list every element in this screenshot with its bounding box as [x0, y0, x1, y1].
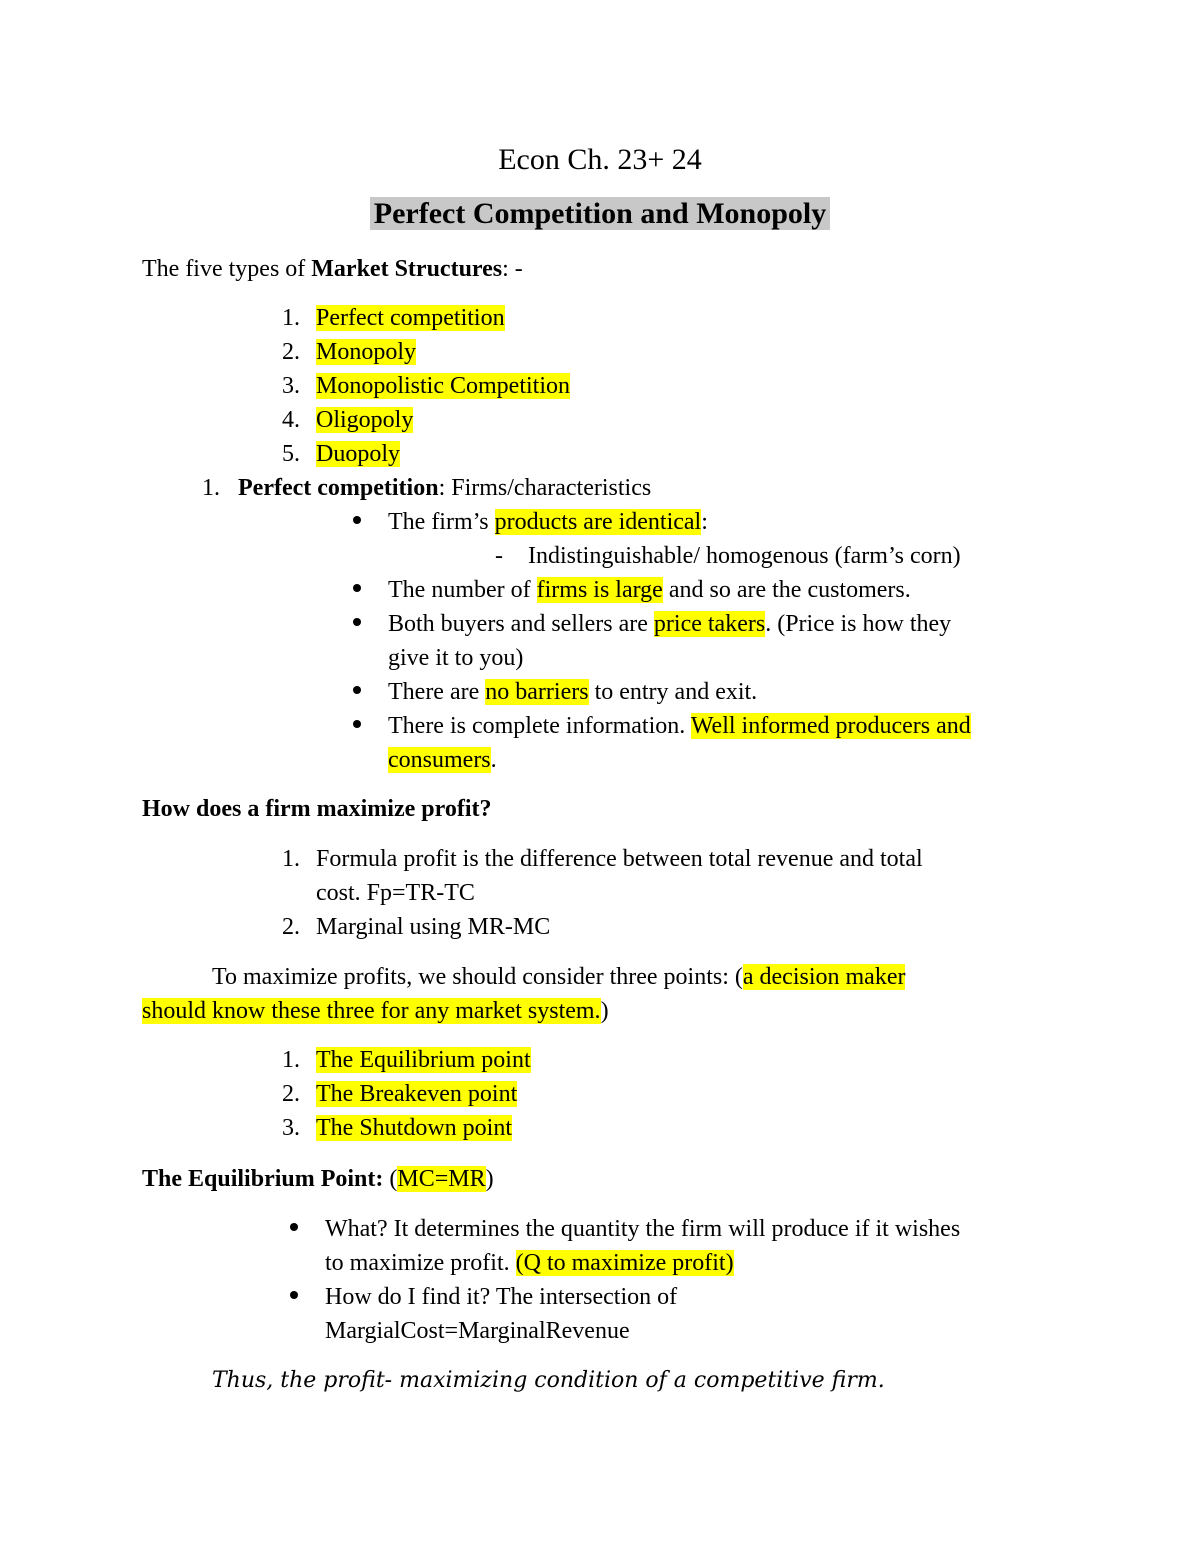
list-item: Formula profit is the difference between total revenue and total — [316, 846, 923, 872]
market-structures-term: Market Structures — [311, 256, 503, 282]
list-item: Duopoly — [316, 441, 400, 467]
list-item-number: 3. — [282, 1115, 300, 1141]
document-title: Econ Ch. 23+ 24 — [498, 143, 702, 176]
bullet-item: The number of firms is large and so are the customers. — [388, 577, 911, 603]
list-item: Monopoly — [316, 339, 417, 365]
list-item-number: 2. — [282, 914, 300, 940]
list-item: Monopolistic Competition — [316, 373, 571, 399]
section-number: 1. — [202, 475, 220, 501]
bullet-icon — [290, 1223, 298, 1231]
bullet-icon — [353, 584, 361, 592]
bullet-item: Both buyers and sellers are price takers. (Price is how they — [388, 611, 952, 637]
conclusion-text: Thus, the profit- maximizing condition of a competitive firm. — [212, 1368, 885, 1393]
list-item-number: 1. — [282, 1047, 300, 1073]
bullet-icon — [290, 1291, 298, 1299]
bullet-item: There are no barriers to entry and exit. — [388, 679, 758, 705]
list-item-number: 3. — [282, 373, 300, 399]
bullet-item-continuation: MargialCost=MarginalRevenue — [325, 1318, 630, 1344]
list-item: Perfect competition — [316, 305, 505, 331]
bullet-item-continuation: give it to you) — [388, 645, 524, 671]
bullet-item-continuation: to maximize profit. (Q to maximize profit) — [325, 1250, 734, 1276]
list-item: The Breakeven point — [316, 1081, 518, 1107]
bullet-icon — [353, 720, 361, 728]
list-item-number: 1. — [282, 846, 300, 872]
profit-heading: How does a firm maximize profit? — [142, 796, 492, 822]
list-item-continuation: cost. Fp=TR-TC — [316, 880, 475, 906]
sub-bullet-item: Indistinguishable/ homogenous (farm’s corn) — [528, 543, 961, 569]
bullet-item: There is complete information. Well informed producers and — [388, 713, 971, 739]
paragraph-line: To maximize profits, we should consider three points: (a decision maker — [212, 964, 906, 990]
bullet-item: The firm’s products are identical: — [388, 509, 708, 535]
list-item: Oligopoly — [316, 407, 414, 433]
list-item: Marginal using MR-MC — [316, 914, 551, 940]
bullet-item: What? It determines the quantity the firm will produce if it wishes — [325, 1216, 961, 1242]
list-item: The Shutdown point — [316, 1115, 512, 1141]
bullet-icon — [353, 618, 361, 626]
list-item: The Equilibrium point — [316, 1047, 531, 1073]
list-item-number: 1. — [282, 305, 300, 331]
bullet-icon — [353, 516, 361, 524]
paragraph-line: should know these three for any market system.) — [142, 998, 609, 1024]
equilibrium-heading: The Equilibrium Point: (MC=MR) — [142, 1166, 494, 1192]
intro-line: The five types of Market Structures: - — [142, 256, 523, 282]
subtitle-text: Perfect Competition and Monopoly — [370, 197, 830, 230]
document-subtitle — [0, 194, 1200, 234]
dash-marker: - — [495, 543, 503, 569]
list-item-number: 2. — [282, 1081, 300, 1107]
bullet-item-continuation: consumers. — [388, 747, 497, 773]
list-item-number: 4. — [282, 407, 300, 433]
list-item-number: 2. — [282, 339, 300, 365]
bullet-icon — [353, 686, 361, 694]
list-item-number: 5. — [282, 441, 300, 467]
bullet-item: How do I find it? The intersection of — [325, 1284, 678, 1310]
perfect-competition-heading: Perfect competition: Firms/characteristics — [238, 475, 652, 501]
